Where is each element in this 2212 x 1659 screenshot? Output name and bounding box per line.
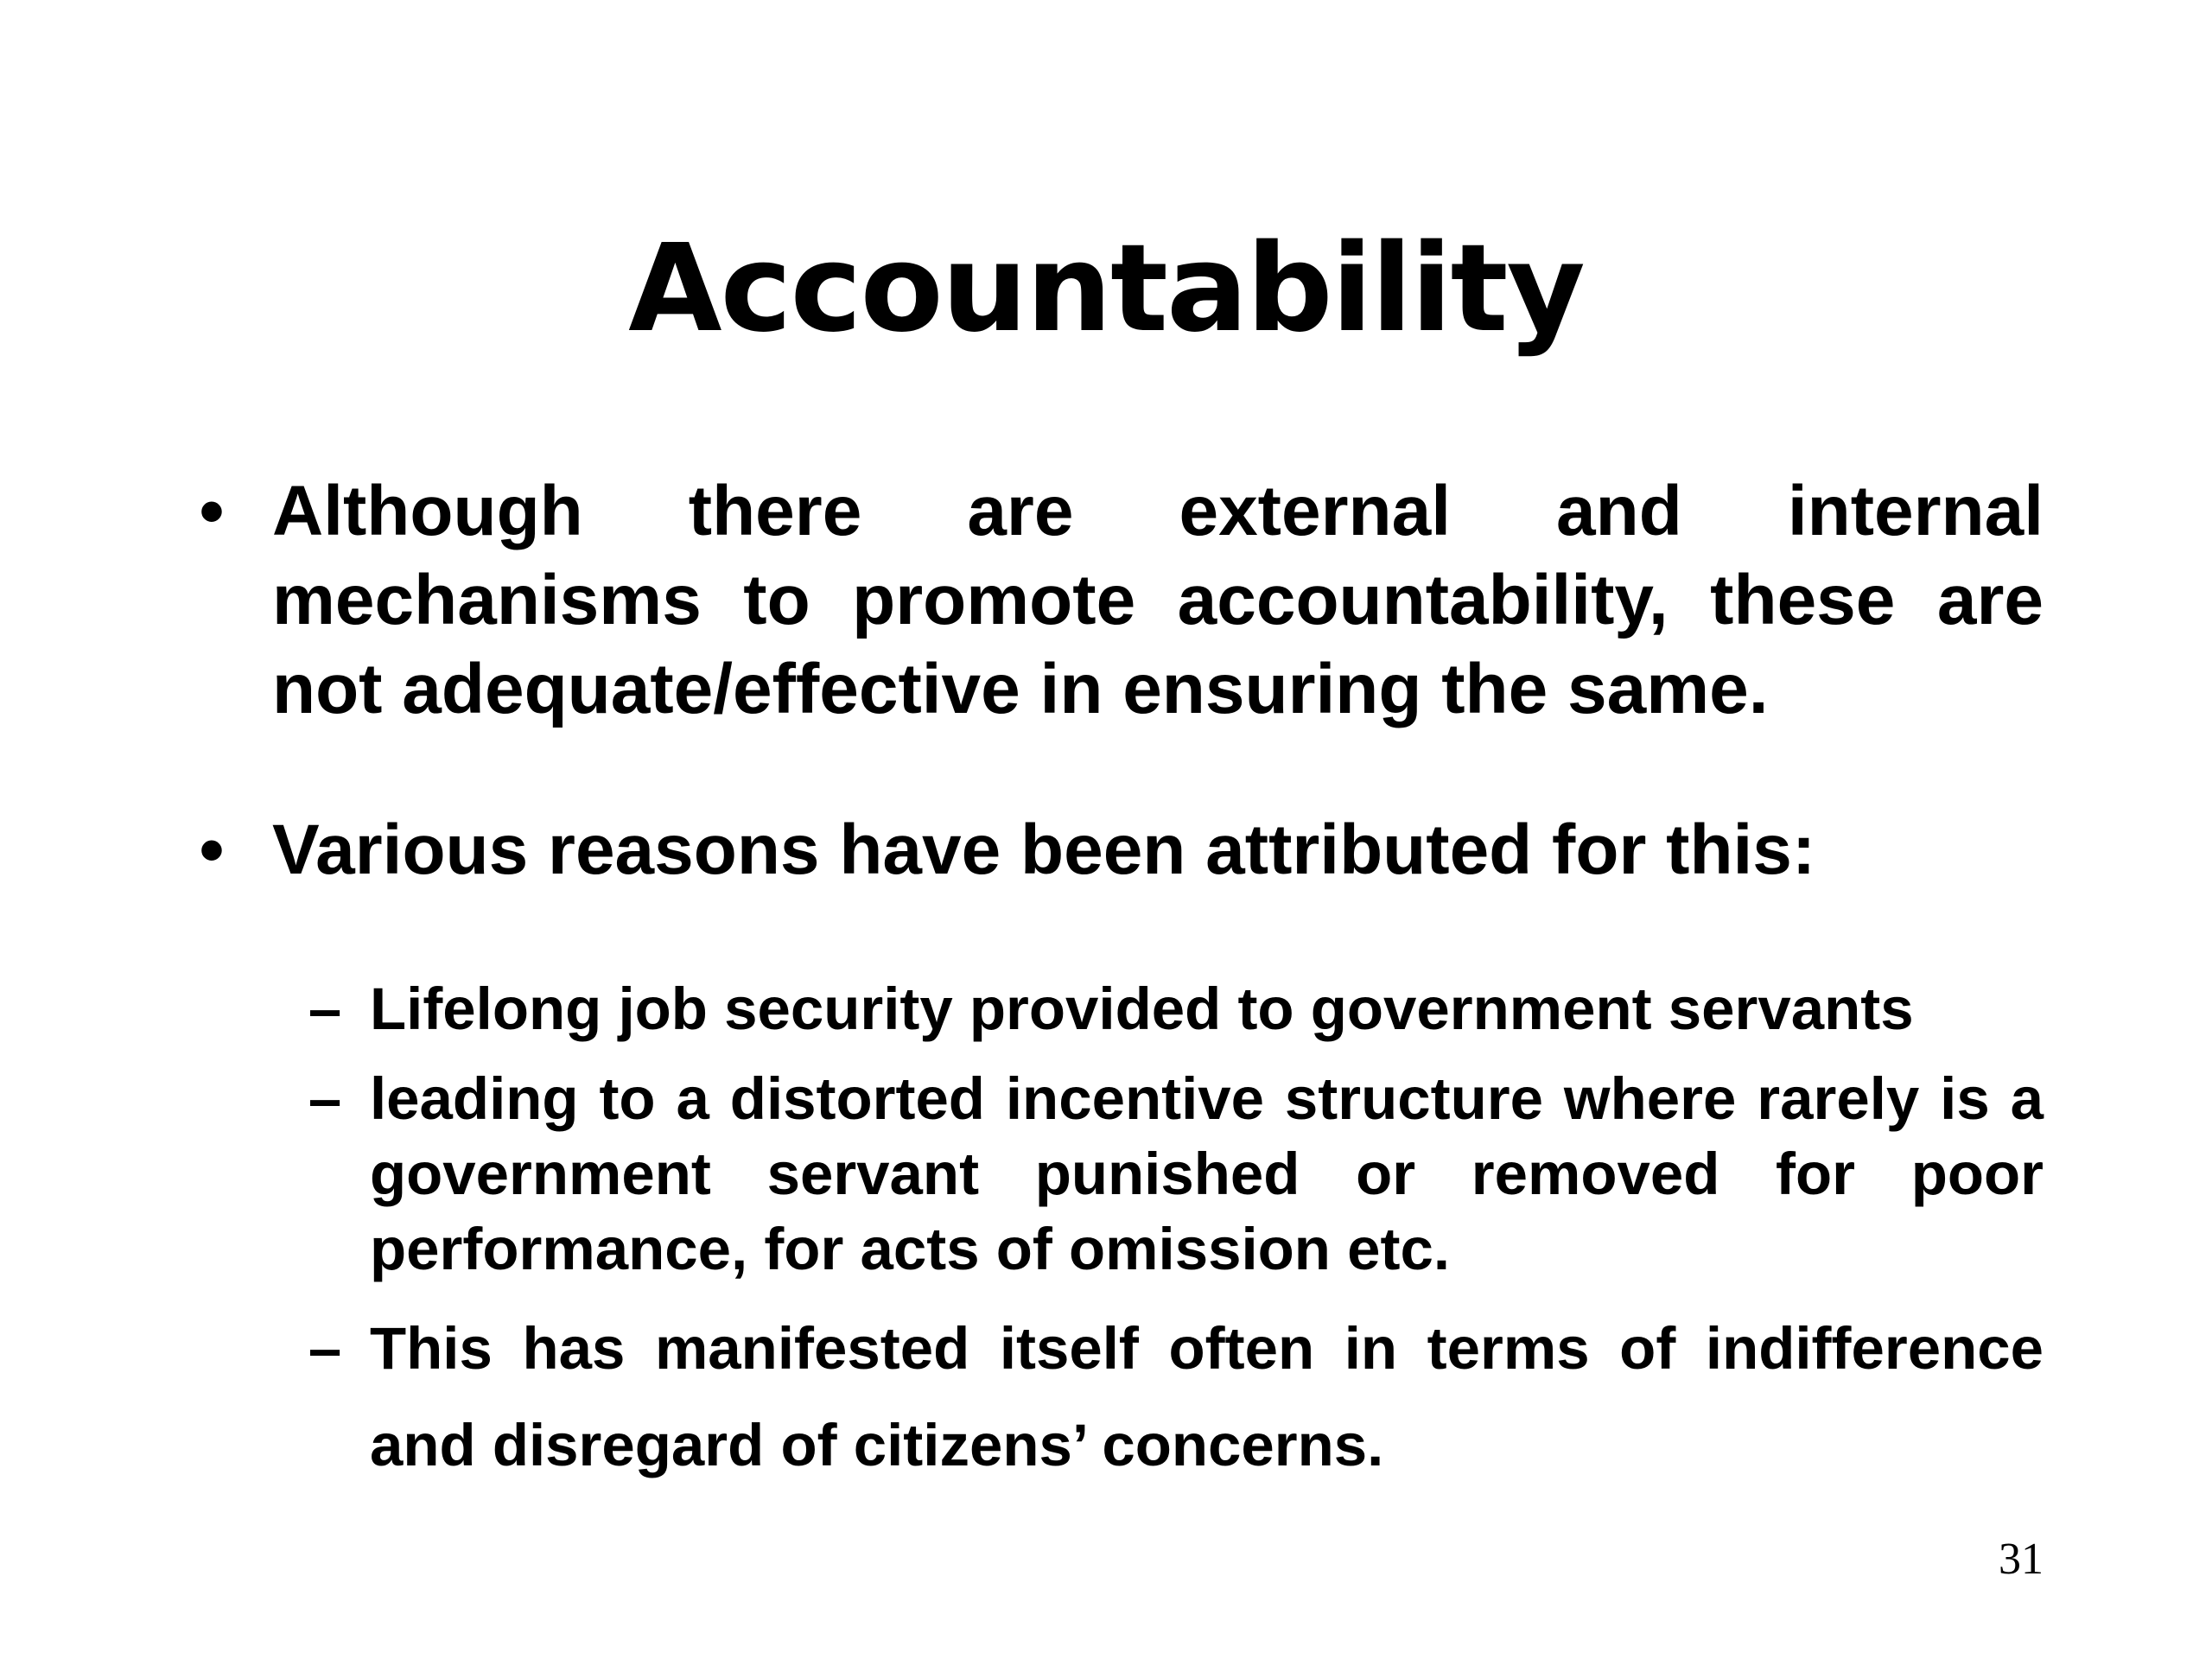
bullet-text: Although there are external and internal mechanisms to promote accountability, these are not adequate/effective in ensuring the same. [272, 472, 2044, 728]
sub-bullet-text: Lifelong job security provided to government servants [370, 976, 1914, 1042]
slide-title: Accountability [628, 219, 1584, 359]
sub-bullet-marker: – [308, 976, 342, 1042]
sub-bullet-marker: – [308, 1065, 342, 1132]
bullet-item [199, 805, 2044, 894]
sub-bullet-text: This has manifested itself often in terms of indifference and disregard of citizens’ concerns. [370, 1315, 2044, 1478]
bullet-marker: • [199, 472, 225, 550]
sub-bullet-marker: – [308, 1315, 342, 1382]
page-number: 31 [1999, 1535, 2044, 1584]
bullet-text: Various reasons have been attributed for this: [272, 810, 1816, 889]
sub-bullet-text: leading to a distorted incentive structure where rarely is a government servant punished or removed for poor performance, for acts of omission etc. [370, 1065, 2044, 1282]
sub-bullet-item [308, 1061, 2044, 1287]
sub-bullet-item [308, 1300, 2044, 1494]
bullet-item [199, 467, 2044, 734]
bullet-marker: • [199, 810, 225, 889]
sub-bullet-item [308, 971, 2044, 1046]
